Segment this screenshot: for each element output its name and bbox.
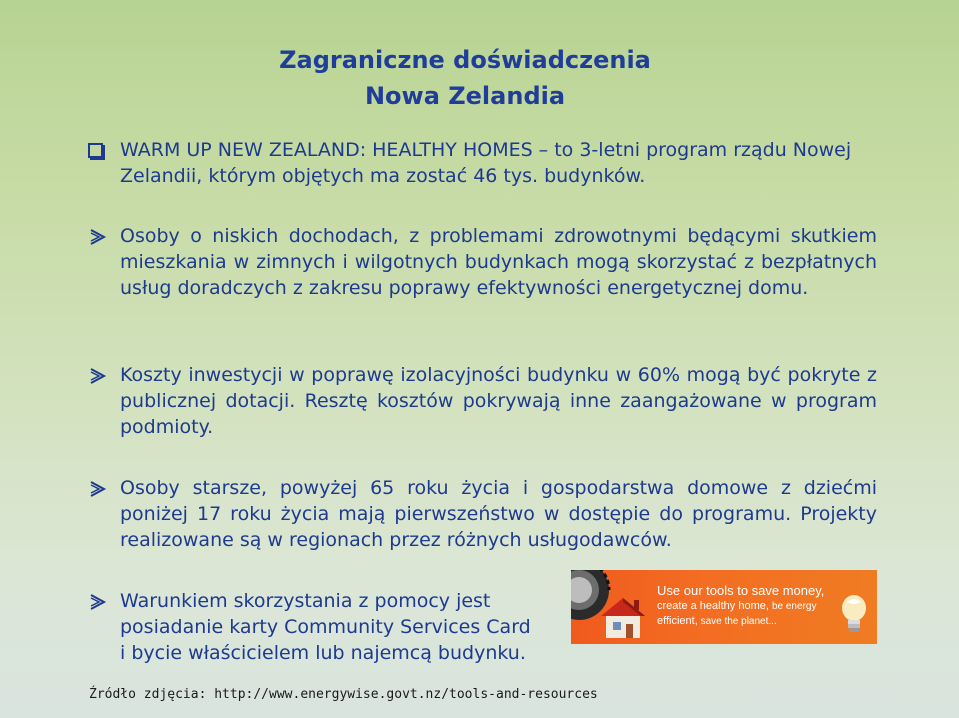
paragraph-conditions [120, 588, 570, 666]
paragraph-warm-up: WARM UP NEW ZEALAND: HEALTHY HOMES – to 3-letni program rządu Nowej Zelandii, którym objętych ma zostać 46 tys. budynków. [120, 139, 852, 187]
image-source-note: Źródło zdjęcia: http://www.energywise.govt.nz/tools-and-resources [89, 687, 598, 702]
page-title: Zagraniczne doświadczenia [279, 46, 651, 74]
arrow-bullet-icon [89, 229, 107, 245]
paragraph-priority: Osoby starsze, powyżej 65 roku życia i gospodarstwa domowe z dziećmi poniżej 17 roku życia mają pierwszeństwo w dostępie do programu. Projekty realizowane są w regionach przez różnych usługodawców. [120, 477, 877, 551]
banner-line: be energy [771, 601, 817, 612]
paragraph-conditions-line: Warunkiem skorzystania z pomocy jest [120, 590, 491, 612]
banner-line: Use our tools to save money, [657, 583, 825, 598]
banner-line: create a healthy home, [657, 600, 769, 612]
paragraph-costs: Koszty inwestycji w poprawę izolacyjności budynku w 60% mogą być pokryte z publicznej dotacji. Resztę kosztów pokrywają inne zaangażowane w program podmioty. [120, 364, 877, 438]
banner-line: save the planet... [700, 616, 777, 627]
checkbox-bullet-icon [88, 143, 103, 158]
arrow-bullet-icon [89, 594, 107, 610]
paragraph-conditions-line: i bycie właścicielem lub najemcą budynku. [120, 642, 526, 664]
paragraph-conditions-line: posiadanie karty Community Services Card [120, 616, 531, 638]
banner-line: efficient, [657, 615, 698, 627]
house-tire-illustration [571, 570, 661, 644]
paragraph-eligibility: Osoby o niskich dochodach, z problemami zdrowotnymi będącymi skutkiem mieszkania w zimnych i wilgotnych budynkach mogą skorzystać z bezpłatnych usług doradczych z zakresu poprawy efektywności energetycznej domu. [120, 225, 877, 299]
page-subtitle: Nowa Zelandia [364, 82, 566, 110]
arrow-bullet-icon [89, 481, 107, 497]
energywise-banner [571, 570, 877, 644]
arrow-bullet-icon [89, 368, 107, 384]
lightbulb-icon [839, 594, 869, 640]
